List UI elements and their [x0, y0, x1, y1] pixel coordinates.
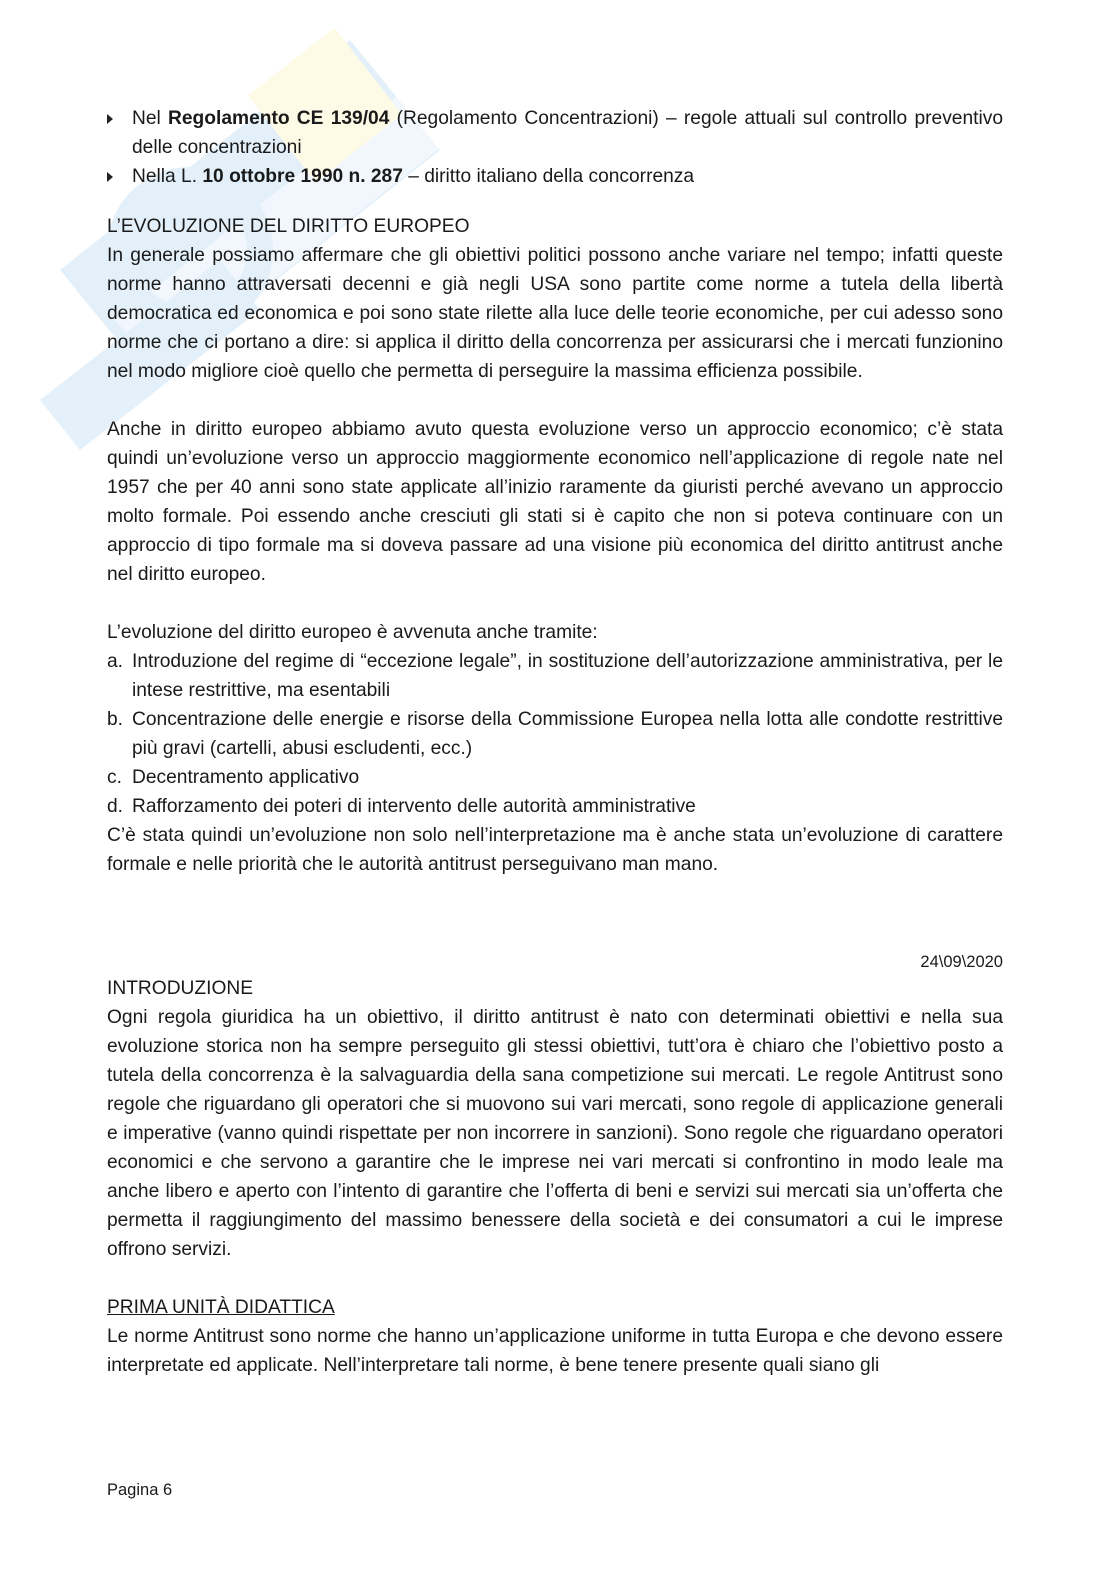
- page-number: Pagina 6: [107, 1481, 173, 1499]
- lettered-list: [107, 647, 1003, 821]
- section-heading-evoluzione: L’EVOLUZIONE DEL DIRITTO EUROPEO: [107, 216, 470, 237]
- paragraph: Le norme Antitrust sono norme che hanno un’applicazione uniforme in tutta Europa e che devono essere interpretate ed applicate. Nell’interpretare tali norme, è bene tenere presente quali siano gli: [107, 1326, 1003, 1376]
- list-item: a. Introduzione del regime di “eccezione legale”, in sostituzione dell’autorizzazione amministrativa, per le intese restrittive, ma esentabili: [107, 651, 1003, 701]
- bold-text: 10 ottobre 1990 n. 287: [202, 166, 403, 187]
- bullet-item: Nella L. 10 ottobre 1990 n. 287 – diritto italiano della concorrenza: [107, 162, 1003, 191]
- list-item: b. Concentrazione delle energie e risorse della Commissione Europea nella lotta alle condotte restrittive più gravi (cartelli, abusi escludenti, ecc.): [107, 709, 1003, 759]
- section-heading-introduzione: INTRODUZIONE: [107, 978, 254, 999]
- paragraph: In generale possiamo affermare che gli obiettivi politici possono anche variare nel tempo; infatti queste norme hanno attraversati decenni e già negli USA sono partite come norme a tutela della libertà democratica ed economica e poi sono state rilette alla luce delle teorie economiche, per cui adesso sono norme che ci portano a dire: si applica il diritto della concorrenza per assicurarsi che i mercati funzionino nel modo migliore cioè quello che permetta di perseguire la massima efficienza possibile.: [107, 245, 1003, 382]
- list-item: d. Rafforzamento dei poteri di intervento delle autorità amministrative: [107, 796, 696, 817]
- paragraph: C’è stata quindi un’evoluzione non solo nell’interpretazione ma è anche stata un’evoluzione di carattere formale e nelle priorità che le autorità antitrust perseguivano man mano.: [107, 825, 1003, 875]
- lecture-date: 24\09\2020: [920, 953, 1003, 971]
- paragraph: Anche in diritto europeo abbiamo avuto questa evoluzione verso un approccio economico; c’è stata quindi un’evoluzione verso un approccio maggiormente economico nell’applicazione di regole nate nel 1957 che per 40 anni sono state applicate all’inizio raramente da giuristi perché avevano un approccio molto formale. Poi essendo anche cresciuti gli stati si è capito che non si poteva continuare con un approccio di tipo formale ma si doveva passare ad una visione più economica del diritto antitrust anche nel diritto europeo.: [107, 419, 1003, 585]
- section-heading-prima-unita: PRIMA UNITÀ DIDATTICA: [107, 1297, 335, 1318]
- document-page: [107, 104, 1003, 1380]
- bullet-item: Nel Regolamento CE 139/04 (Regolamento Concentrazioni) – regole attuali sul controllo preventivo delle concentrazioni: [107, 104, 1003, 162]
- list-item: c. Decentramento applicativo: [107, 767, 360, 788]
- triangle-bullet-icon: [107, 114, 113, 124]
- paragraph: Ogni regola giuridica ha un obiettivo, il diritto antitrust è nato con determinati obiettivi e nella sua evoluzione storica non ha sempre perseguito gli stessi obiettivi, tutt’ora è chiaro che l’obiettivo posto a tutela della concorrenza è la salvaguardia della sana competizione sui mercati. Le regole Antitrust sono regole che riguardano gli operatori che si muovono sui vari mercati, sono regole di applicazione generali e imperative (vanno quindi rispettate per non incorrere in sanzioni). Sono regole che riguardano operatori economici e che servono a garantire che le imprese nei vari mercati si confrontino in modo leale ma anche libero e aperto con l’intento di garantire che l’offerta di beni e servizi sui mercati sia un’offerta che permetta il raggiungimento del massimo benessere della società e dei consumatori a cui le imprese offrono servizi.: [107, 1007, 1003, 1260]
- bullet-list: [107, 104, 1003, 191]
- triangle-bullet-icon: [107, 172, 113, 182]
- paragraph: L’evoluzione del diritto europeo è avvenuta anche tramite:: [107, 622, 598, 643]
- bold-text: Regolamento CE 139/04: [168, 108, 390, 129]
